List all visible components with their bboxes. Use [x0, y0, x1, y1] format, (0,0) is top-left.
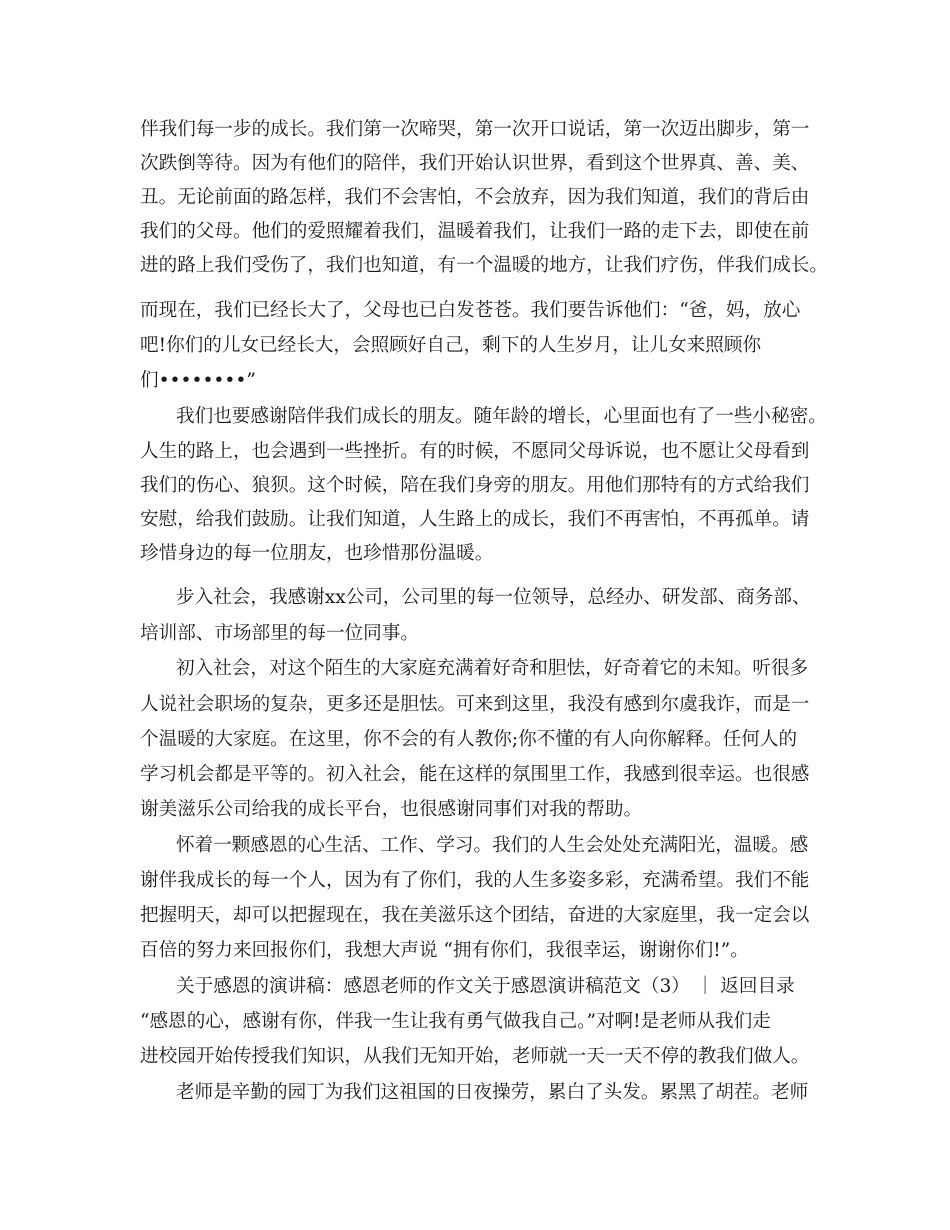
text-line: 人说社会职场的复杂，更多还是胆怯。可来到这里，我没有感到尔虞我诈，而是一 — [140, 694, 810, 715]
text-line: 而现在，我们已经长大了，父母也已白发苍苍。我们要告诉他们：“爸，妈，放心 — [140, 300, 801, 321]
paragraph-first-line: 怀着一颗感恩的心生活、工作、学习。我们的人生会处处充满阳光，温暖。感 — [176, 835, 809, 856]
paragraph-first-line: 老师是辛勤的园丁为我们这祖国的日夜操劳，累白了头发。累黑了胡茬。老师 — [176, 1082, 809, 1103]
text-line: 谢伴我成长的每一个人，因为有了你们，我的人生多姿多彩，充满希望。我们不能 — [140, 870, 810, 891]
paragraph-first-line: 步入社会，我感谢xx公司，公司里的每一位领导，总经办、研发部、商务部、 — [176, 587, 811, 608]
section-heading-line: 关于感恩的演讲稿：感恩老师的作文关于感恩演讲稿范文（3） ｜ 返回目录 — [176, 976, 795, 997]
text-line: 珍惜身边的每一位朋友，也珍惜那份温暖。 — [140, 543, 494, 564]
text-line: 人生的路上，也会遇到一些挫折。有的时候，不愿同父母诉说，也不愿让父母看到 — [140, 441, 810, 462]
text-line: 伴我们每一步的成长。我们第一次啼哭，第一次开口说话，第一次迈出脚步，第一 — [140, 119, 810, 140]
text-line: 把握明天，却可以把握现在，我在美滋乐这个团结，奋进的大家庭里，我一定会以 — [140, 905, 810, 926]
text-line: 我们的伤心、狼狈。这个时候，陪在我们身旁的朋友。用他们那特有的方式给我们 — [140, 475, 810, 496]
paragraph-first-line: 初入社会，对这个陌生的大家庭充满着好奇和胆怯，好奇着它的未知。听很多 — [176, 658, 809, 679]
text-line: 谢美滋乐公司给我的成长平台，也很感谢同事们对我的帮助。 — [140, 799, 643, 820]
text-line: “感恩的心，感谢有你，伴我一生让我有勇气做我自己。”对啊!是老师从我们走 — [140, 1011, 771, 1032]
text-line: 百倍的努力来回报你们，我想大声说 “拥有你们，我很幸运，谢谢你们!”。 — [140, 940, 749, 961]
text-line: 进的路上我们受伤了，我们也知道，有一个温暖的地方，让我们疗伤，伴我们成长。 — [140, 255, 828, 276]
text-line: 学习机会都是平等的。初入社会，能在这样的氛围里工作，我感到很幸运。也很感 — [140, 764, 810, 785]
text-line: 们••••••••” — [140, 370, 256, 391]
text-line: 个温暖的大家庭。在这里，你不会的有人教你;你不懂的有人向你解释。任何人的 — [140, 729, 798, 750]
paragraph-first-line: 我们也要感谢陪伴我们成长的朋友。随年龄的增长，心里面也有了一些小秘密。 — [176, 406, 827, 427]
text-line: 进校园开始传授我们知识，从我们无知开始，老师就一天一天不停的教我们做人。 — [140, 1046, 810, 1067]
text-line: 丑。无论前面的路怎样，我们不会害怕，不会放弃，因为我们知道，我们的背后由 — [140, 187, 810, 208]
text-line: 安慰，给我们鼓励。让我们知道，人生路上的成长，我们不再害怕，不再孤单。请 — [140, 509, 810, 530]
text-line: 吧!你们的儿女已经长大，会照顾好自己，剩下的人生岁月，让儿女来照顾你 — [140, 335, 762, 356]
text-line: 培训部、市场部里的每一位同事。 — [140, 623, 419, 644]
text-line: 我们的父母。他们的爱照耀着我们，温暖着我们，让我们一路的走下去，即使在前 — [140, 221, 810, 242]
text-line: 次跌倒等待。因为有他们的陪伴，我们开始认识世界，看到这个世界真、善、美、 — [140, 153, 810, 174]
